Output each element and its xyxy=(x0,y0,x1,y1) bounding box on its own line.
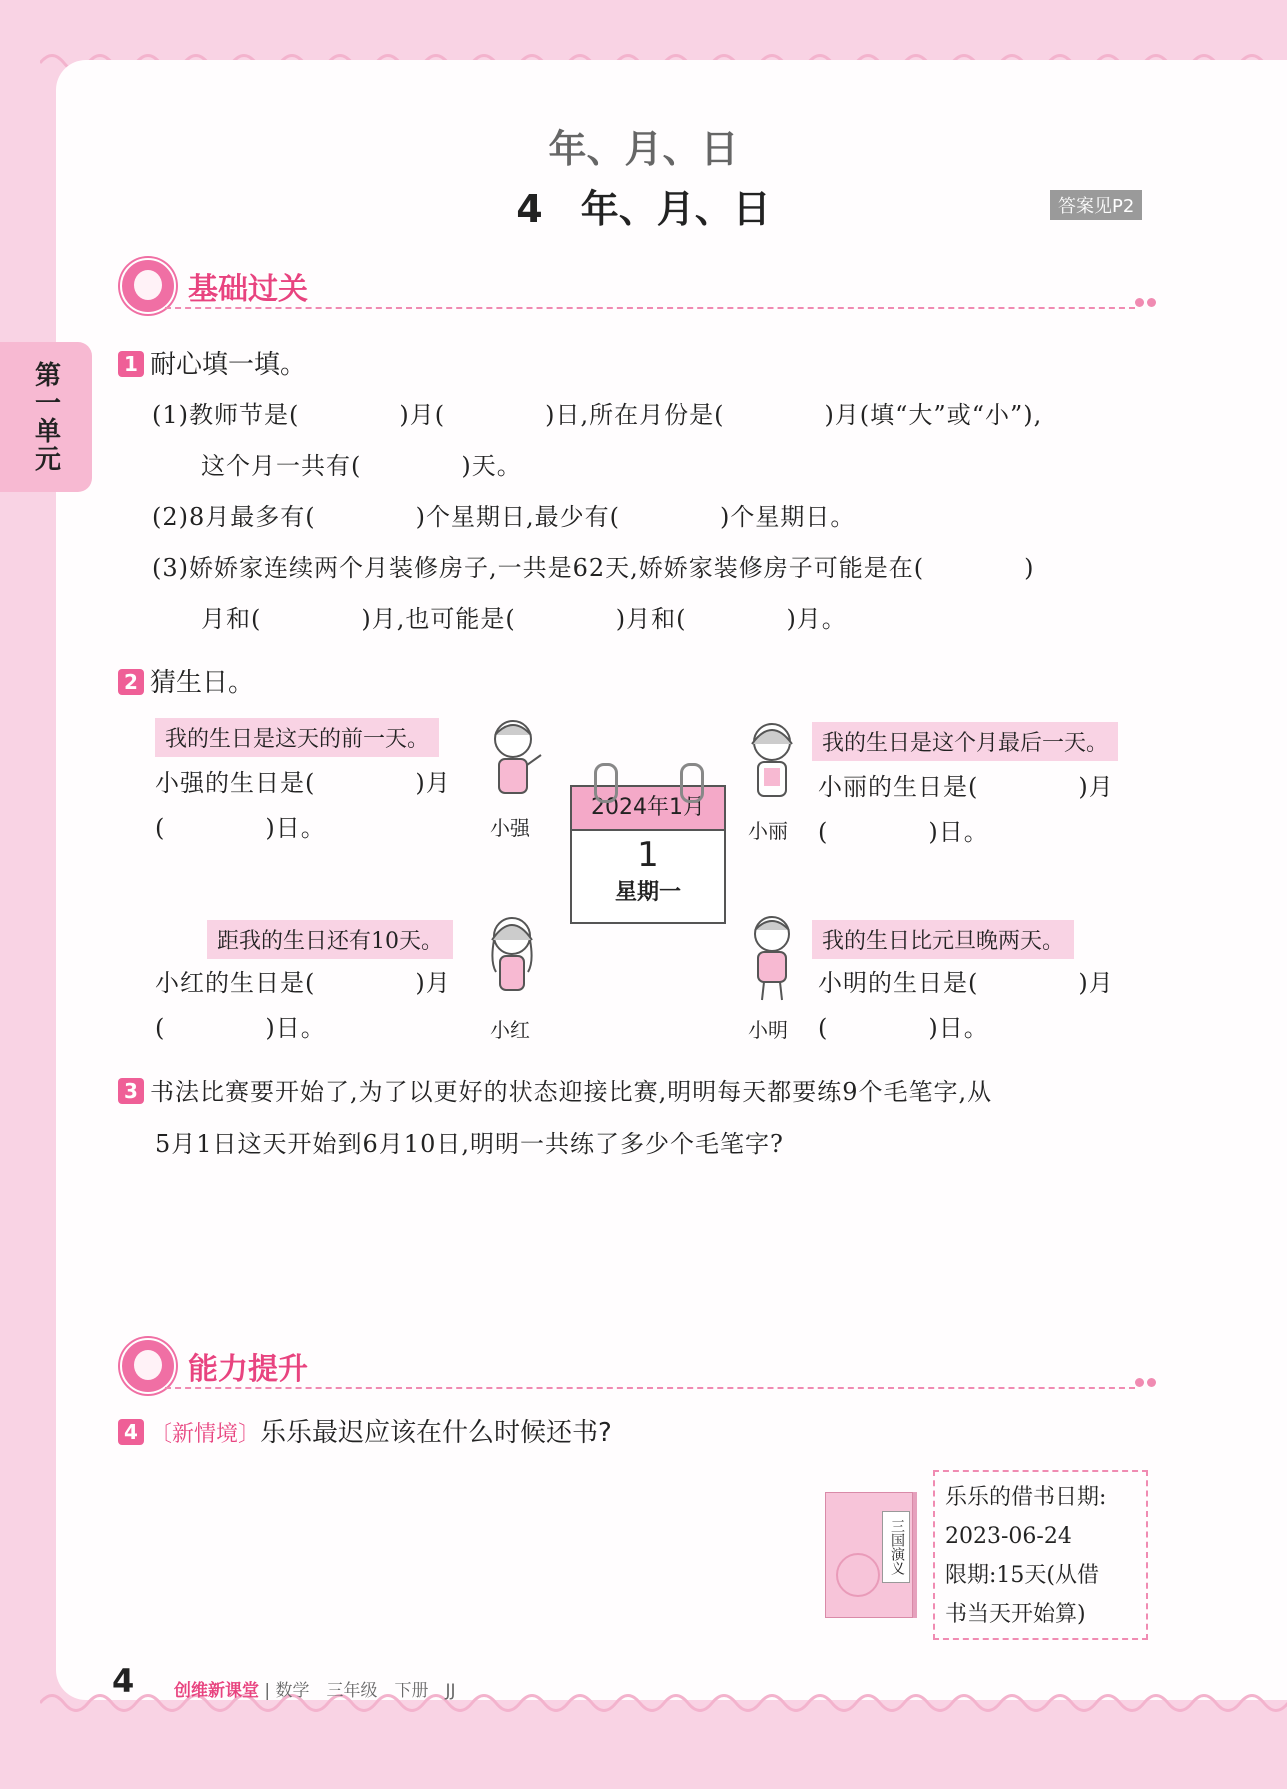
kid-answer-line: ( )日。 xyxy=(155,1014,326,1042)
q1-line: 月和( )月,也可能是( )月和( )月。 xyxy=(176,605,847,633)
kid-name-label: 小红 xyxy=(490,1018,530,1042)
unit-title: 年、月、日 xyxy=(548,127,739,171)
section-basic-label: 基础过关 xyxy=(188,272,308,307)
section-basic-header xyxy=(120,258,308,314)
kid-name-label: 小强 xyxy=(490,816,530,840)
girl-figure-icon xyxy=(482,912,542,1002)
new-situation-tag: 〔新情境〕 xyxy=(150,1422,261,1447)
q4-header xyxy=(118,1412,612,1449)
q1-line: (3)娇娇家连续两个月装修房子,一共是62天,娇娇家装修房子可能是在( ) xyxy=(152,554,1035,582)
q1-line: 这个月一共有( )天。 xyxy=(176,452,522,480)
kid-answer-line: ( )日。 xyxy=(155,814,326,842)
unit-side-tab xyxy=(0,342,92,492)
section-divider xyxy=(165,1387,1135,1389)
decor-dots-icon xyxy=(1135,298,1156,307)
q4-number: 4 xyxy=(118,1419,144,1445)
q3-line: 5月1日这天开始到6月10日,明明一共练了多少个毛笔字? xyxy=(155,1130,784,1158)
calendar-weekday: 星期一 xyxy=(614,880,681,905)
girl-figure-icon xyxy=(742,718,802,808)
kid-answer-line: ( )日。 xyxy=(818,818,989,846)
lesson-title: 4 年、月、日 xyxy=(516,187,771,231)
calendar-page xyxy=(570,785,726,924)
kid-speech-bubble: 我的生日比元旦晚两天。 xyxy=(812,920,1074,959)
answer-reference-tag: 答案见P2 xyxy=(1050,190,1142,220)
kid-answer-line: 小丽的生日是( )月 xyxy=(818,773,1114,801)
q1-line: (1)教师节是( )月( )日,所在月份是( )月(填“大”或“小”), xyxy=(152,401,1043,429)
q2-title: 猜生日。 xyxy=(150,668,255,698)
kid-speech-bubble: 我的生日是这个月最后一天。 xyxy=(812,722,1118,761)
section-advanced-label: 能力提升 xyxy=(188,1352,308,1387)
mascot-icon xyxy=(120,1338,176,1394)
q2-number: 2 xyxy=(118,669,144,695)
borrow-info-line: 书当天开始算) xyxy=(945,1602,1086,1627)
q4-title: 乐乐最迟应该在什么时候还书? xyxy=(260,1418,612,1448)
footer-brand: 创维新课堂 xyxy=(174,1681,259,1701)
section-advanced-header xyxy=(120,1338,308,1394)
page-number: 4 xyxy=(112,1662,135,1700)
q2-header xyxy=(118,662,254,699)
mascot-icon xyxy=(120,258,176,314)
footer-rest: 数学 三年级 下册 JJ xyxy=(275,1681,456,1701)
calendar-ring-icon xyxy=(680,763,704,803)
calendar-ring-icon xyxy=(594,763,618,803)
kid-answer-line: 小红的生日是( )月 xyxy=(155,969,451,997)
q1-number: 1 xyxy=(118,351,144,377)
q3-number: 3 xyxy=(118,1078,144,1104)
borrow-info-line: 限期:15天(从借 xyxy=(945,1563,1099,1588)
borrow-info-line: 乐乐的借书日期: xyxy=(945,1485,1107,1510)
q1-line: (2)8月最多有( )个星期日,最少有( )个星期日。 xyxy=(152,503,856,531)
q1-header xyxy=(118,344,306,381)
unit-side-tab-label: 第一单元 xyxy=(30,361,61,473)
kid-speech-bubble: 距我的生日还有10天。 xyxy=(207,920,453,959)
kid-name-label: 小丽 xyxy=(748,819,788,843)
kid-speech-bubble: 我的生日是这天的前一天。 xyxy=(155,718,439,757)
borrow-info-box xyxy=(933,1470,1148,1640)
q1-title: 耐心填一填。 xyxy=(150,350,307,380)
kid-answer-line: 小明的生日是( )月 xyxy=(818,969,1114,997)
kid-answer-line: ( )日。 xyxy=(818,1014,989,1042)
book-flower-pattern xyxy=(836,1553,880,1597)
kid-name-label: 小明 xyxy=(748,1018,788,1042)
calendar-month: 2024年1月 xyxy=(572,787,724,831)
q3-line: 书法比赛要开始了,为了以更好的状态迎接比赛,明明每天都要练9个毛笔字,从 xyxy=(150,1078,993,1106)
decor-dots-icon xyxy=(1135,1378,1156,1387)
kid-answer-line: 小强的生日是( )月 xyxy=(155,769,451,797)
book-illustration xyxy=(825,1492,913,1618)
book-title: 三国演义 xyxy=(882,1511,910,1583)
boy-figure-icon xyxy=(485,715,545,805)
section-divider xyxy=(165,307,1135,309)
q3-block xyxy=(118,1072,992,1107)
footer-text: 创维新课堂 | 数学 三年级 下册 JJ xyxy=(174,1681,456,1701)
calendar-day: 1 xyxy=(637,835,659,875)
boy-figure-icon xyxy=(742,912,802,1002)
borrow-info-line: 2023-06-24 xyxy=(945,1524,1072,1549)
